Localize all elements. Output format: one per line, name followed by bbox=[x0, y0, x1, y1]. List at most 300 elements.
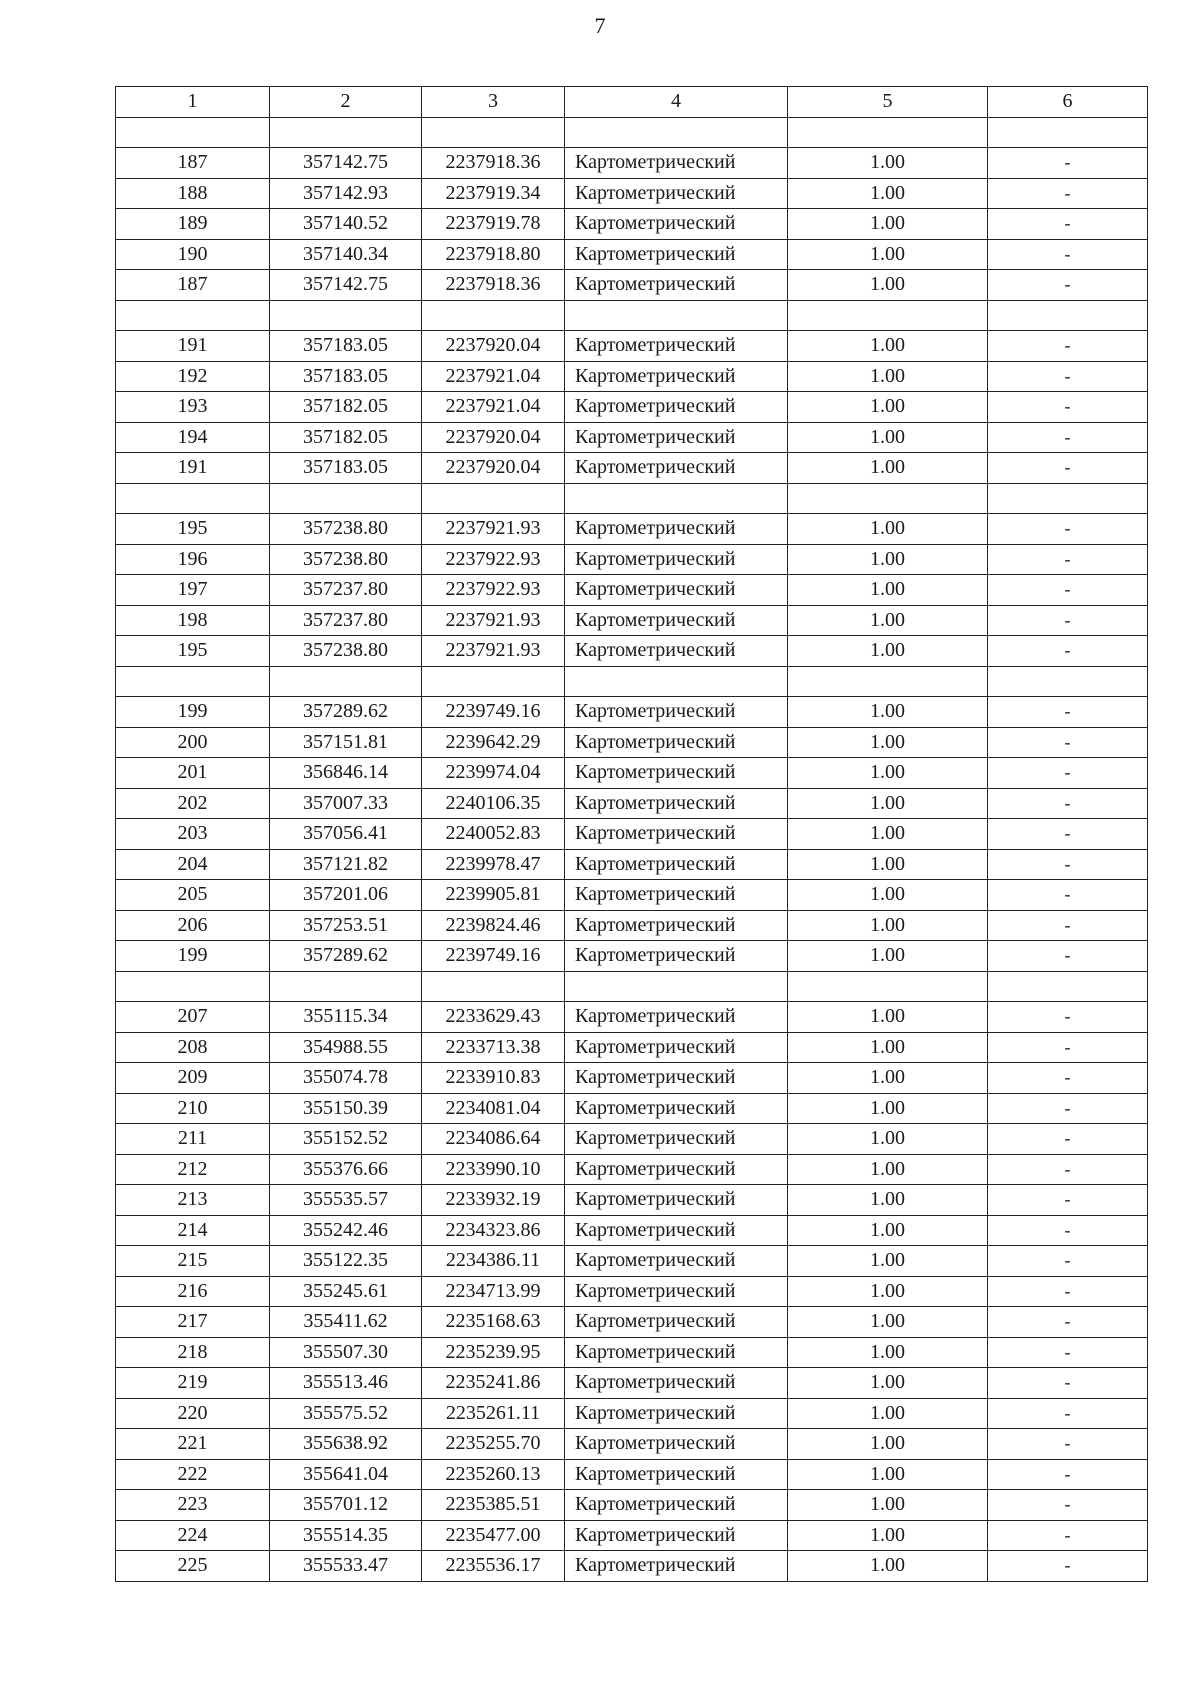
cell-note: - bbox=[988, 1063, 1148, 1094]
cell-x-coordinate: 355376.66 bbox=[270, 1154, 422, 1185]
cell-note: - bbox=[988, 1490, 1148, 1521]
cell-note bbox=[988, 483, 1148, 514]
cell-y-coordinate: 2237919.34 bbox=[422, 178, 565, 209]
cell-y-coordinate: 2237922.93 bbox=[422, 544, 565, 575]
cell-method: Картометрический bbox=[565, 544, 788, 575]
table-row bbox=[116, 758, 1148, 789]
cell-note: - bbox=[988, 361, 1148, 392]
cell-x-coordinate: 355122.35 bbox=[270, 1246, 422, 1277]
cell-method: Картометрический bbox=[565, 514, 788, 545]
cell-note bbox=[988, 666, 1148, 697]
cell-point-number: 197 bbox=[116, 575, 270, 606]
cell-accuracy: 1.00 bbox=[788, 1398, 988, 1429]
cell-x-coordinate: 355411.62 bbox=[270, 1307, 422, 1338]
table-row bbox=[116, 1063, 1148, 1094]
cell-y-coordinate: 2234323.86 bbox=[422, 1215, 565, 1246]
cell-accuracy: 1.00 bbox=[788, 819, 988, 850]
cell-note: - bbox=[988, 392, 1148, 423]
cell-point-number bbox=[116, 483, 270, 514]
table-row bbox=[116, 331, 1148, 362]
cell-accuracy: 1.00 bbox=[788, 636, 988, 667]
cell-method: Картометрический bbox=[565, 636, 788, 667]
cell-accuracy: 1.00 bbox=[788, 1551, 988, 1582]
cell-method: Картометрический bbox=[565, 361, 788, 392]
cell-note: - bbox=[988, 148, 1148, 179]
cell-method: Картометрический bbox=[565, 941, 788, 972]
cell-point-number: 218 bbox=[116, 1337, 270, 1368]
cell-note: - bbox=[988, 1002, 1148, 1033]
cell-note: - bbox=[988, 239, 1148, 270]
table-row bbox=[116, 514, 1148, 545]
table-row bbox=[116, 483, 1148, 514]
cell-point-number: 194 bbox=[116, 422, 270, 453]
cell-accuracy: 1.00 bbox=[788, 605, 988, 636]
table-row bbox=[116, 1490, 1148, 1521]
cell-x-coordinate bbox=[270, 666, 422, 697]
cell-note: - bbox=[988, 1215, 1148, 1246]
cell-point-number: 192 bbox=[116, 361, 270, 392]
cell-note: - bbox=[988, 1337, 1148, 1368]
cell-x-coordinate: 357142.75 bbox=[270, 270, 422, 301]
cell-point-number: 191 bbox=[116, 331, 270, 362]
cell-accuracy: 1.00 bbox=[788, 575, 988, 606]
cell-method: Картометрический bbox=[565, 1063, 788, 1094]
cell-accuracy: 1.00 bbox=[788, 1490, 988, 1521]
cell-method: Картометрический bbox=[565, 788, 788, 819]
cell-point-number: 204 bbox=[116, 849, 270, 880]
cell-note: - bbox=[988, 514, 1148, 545]
cell-point-number: 212 bbox=[116, 1154, 270, 1185]
cell-note: - bbox=[988, 788, 1148, 819]
table-row bbox=[116, 178, 1148, 209]
cell-point-number: 198 bbox=[116, 605, 270, 636]
cell-accuracy bbox=[788, 666, 988, 697]
cell-method: Картометрический bbox=[565, 1429, 788, 1460]
cell-y-coordinate bbox=[422, 666, 565, 697]
cell-note: - bbox=[988, 1246, 1148, 1277]
cell-method bbox=[565, 666, 788, 697]
header-col-1: 1 bbox=[116, 87, 270, 118]
cell-y-coordinate: 2239824.46 bbox=[422, 910, 565, 941]
table-row bbox=[116, 697, 1148, 728]
cell-x-coordinate: 355115.34 bbox=[270, 1002, 422, 1033]
cell-x-coordinate: 355701.12 bbox=[270, 1490, 422, 1521]
cell-method: Картометрический bbox=[565, 1246, 788, 1277]
cell-method: Картометрический bbox=[565, 1307, 788, 1338]
cell-method: Картометрический bbox=[565, 392, 788, 423]
cell-note: - bbox=[988, 910, 1148, 941]
cell-note: - bbox=[988, 941, 1148, 972]
table-row bbox=[116, 361, 1148, 392]
cell-x-coordinate bbox=[270, 117, 422, 148]
cell-y-coordinate: 2237920.04 bbox=[422, 422, 565, 453]
cell-point-number: 200 bbox=[116, 727, 270, 758]
cell-y-coordinate: 2240052.83 bbox=[422, 819, 565, 850]
cell-point-number: 217 bbox=[116, 1307, 270, 1338]
table-row bbox=[116, 1337, 1148, 1368]
cell-point-number bbox=[116, 117, 270, 148]
cell-x-coordinate: 357183.05 bbox=[270, 331, 422, 362]
cell-point-number: 207 bbox=[116, 1002, 270, 1033]
cell-y-coordinate: 2237921.93 bbox=[422, 605, 565, 636]
table-row bbox=[116, 453, 1148, 484]
cell-point-number: 195 bbox=[116, 636, 270, 667]
cell-accuracy: 1.00 bbox=[788, 1032, 988, 1063]
cell-method: Картометрический bbox=[565, 148, 788, 179]
cell-accuracy: 1.00 bbox=[788, 1276, 988, 1307]
cell-note: - bbox=[988, 1429, 1148, 1460]
table-row bbox=[116, 1215, 1148, 1246]
cell-note bbox=[988, 300, 1148, 331]
cell-accuracy: 1.00 bbox=[788, 1185, 988, 1216]
cell-y-coordinate: 2235261.11 bbox=[422, 1398, 565, 1429]
table-row bbox=[116, 209, 1148, 240]
cell-point-number: 190 bbox=[116, 239, 270, 270]
cell-method: Картометрический bbox=[565, 1032, 788, 1063]
cell-method: Картометрический bbox=[565, 178, 788, 209]
cell-accuracy: 1.00 bbox=[788, 178, 988, 209]
cell-note: - bbox=[988, 1276, 1148, 1307]
cell-x-coordinate: 357238.80 bbox=[270, 544, 422, 575]
cell-note: - bbox=[988, 270, 1148, 301]
cell-x-coordinate: 354988.55 bbox=[270, 1032, 422, 1063]
cell-point-number: 222 bbox=[116, 1459, 270, 1490]
cell-accuracy: 1.00 bbox=[788, 514, 988, 545]
cell-x-coordinate bbox=[270, 300, 422, 331]
cell-accuracy bbox=[788, 300, 988, 331]
cell-point-number: 187 bbox=[116, 148, 270, 179]
cell-accuracy: 1.00 bbox=[788, 1368, 988, 1399]
cell-x-coordinate: 355152.52 bbox=[270, 1124, 422, 1155]
cell-note: - bbox=[988, 758, 1148, 789]
cell-accuracy: 1.00 bbox=[788, 1063, 988, 1094]
cell-note: - bbox=[988, 209, 1148, 240]
cell-point-number: 191 bbox=[116, 453, 270, 484]
cell-note: - bbox=[988, 1093, 1148, 1124]
cell-accuracy: 1.00 bbox=[788, 422, 988, 453]
table-row bbox=[116, 1520, 1148, 1551]
cell-accuracy: 1.00 bbox=[788, 209, 988, 240]
cell-accuracy: 1.00 bbox=[788, 697, 988, 728]
cell-x-coordinate: 357183.05 bbox=[270, 453, 422, 484]
table-row bbox=[116, 819, 1148, 850]
cell-x-coordinate: 357140.34 bbox=[270, 239, 422, 270]
cell-accuracy: 1.00 bbox=[788, 270, 988, 301]
cell-y-coordinate: 2233910.83 bbox=[422, 1063, 565, 1094]
cell-x-coordinate: 355638.92 bbox=[270, 1429, 422, 1460]
cell-y-coordinate: 2234713.99 bbox=[422, 1276, 565, 1307]
cell-note: - bbox=[988, 1459, 1148, 1490]
cell-point-number: 205 bbox=[116, 880, 270, 911]
cell-accuracy: 1.00 bbox=[788, 544, 988, 575]
table-row bbox=[116, 392, 1148, 423]
table-row bbox=[116, 1398, 1148, 1429]
table-row bbox=[116, 270, 1148, 301]
cell-note: - bbox=[988, 1185, 1148, 1216]
cell-y-coordinate: 2237918.36 bbox=[422, 148, 565, 179]
cell-method: Картометрический bbox=[565, 331, 788, 362]
cell-y-coordinate: 2233713.38 bbox=[422, 1032, 565, 1063]
cell-accuracy: 1.00 bbox=[788, 1337, 988, 1368]
cell-y-coordinate: 2237921.04 bbox=[422, 392, 565, 423]
table-row bbox=[116, 544, 1148, 575]
cell-method: Картометрический bbox=[565, 575, 788, 606]
cell-accuracy: 1.00 bbox=[788, 1459, 988, 1490]
cell-accuracy: 1.00 bbox=[788, 1520, 988, 1551]
cell-point-number: 201 bbox=[116, 758, 270, 789]
cell-note: - bbox=[988, 819, 1148, 850]
cell-y-coordinate: 2233990.10 bbox=[422, 1154, 565, 1185]
cell-method: Картометрический bbox=[565, 209, 788, 240]
cell-y-coordinate: 2235239.95 bbox=[422, 1337, 565, 1368]
cell-x-coordinate: 356846.14 bbox=[270, 758, 422, 789]
cell-point-number: 225 bbox=[116, 1551, 270, 1582]
cell-y-coordinate: 2239974.04 bbox=[422, 758, 565, 789]
cell-accuracy: 1.00 bbox=[788, 1307, 988, 1338]
cell-point-number bbox=[116, 666, 270, 697]
cell-note: - bbox=[988, 1520, 1148, 1551]
table-row bbox=[116, 1032, 1148, 1063]
cell-y-coordinate: 2237920.04 bbox=[422, 453, 565, 484]
cell-y-coordinate: 2237918.36 bbox=[422, 270, 565, 301]
cell-x-coordinate: 357289.62 bbox=[270, 697, 422, 728]
table-row bbox=[116, 605, 1148, 636]
cell-y-coordinate: 2235477.00 bbox=[422, 1520, 565, 1551]
cell-method bbox=[565, 117, 788, 148]
cell-y-coordinate: 2235168.63 bbox=[422, 1307, 565, 1338]
cell-note: - bbox=[988, 575, 1148, 606]
cell-accuracy: 1.00 bbox=[788, 1093, 988, 1124]
cell-accuracy bbox=[788, 971, 988, 1002]
table-row bbox=[116, 941, 1148, 972]
table-row bbox=[116, 788, 1148, 819]
cell-point-number: 219 bbox=[116, 1368, 270, 1399]
header-col-2: 2 bbox=[270, 87, 422, 118]
cell-accuracy: 1.00 bbox=[788, 239, 988, 270]
cell-point-number bbox=[116, 971, 270, 1002]
cell-method bbox=[565, 483, 788, 514]
cell-y-coordinate bbox=[422, 300, 565, 331]
cell-x-coordinate: 357182.05 bbox=[270, 392, 422, 423]
cell-method: Картометрический bbox=[565, 239, 788, 270]
table-row bbox=[116, 727, 1148, 758]
cell-accuracy: 1.00 bbox=[788, 148, 988, 179]
cell-x-coordinate: 357183.05 bbox=[270, 361, 422, 392]
cell-point-number: 199 bbox=[116, 941, 270, 972]
table-row bbox=[116, 148, 1148, 179]
cell-note: - bbox=[988, 1551, 1148, 1582]
cell-y-coordinate: 2240106.35 bbox=[422, 788, 565, 819]
cell-method: Картометрический bbox=[565, 1093, 788, 1124]
cell-y-coordinate: 2237921.93 bbox=[422, 514, 565, 545]
cell-accuracy: 1.00 bbox=[788, 758, 988, 789]
cell-y-coordinate: 2235260.13 bbox=[422, 1459, 565, 1490]
cell-x-coordinate: 357182.05 bbox=[270, 422, 422, 453]
cell-method: Картометрический bbox=[565, 910, 788, 941]
page-number: 7 bbox=[594, 13, 606, 38]
cell-note: - bbox=[988, 544, 1148, 575]
cell-point-number: 189 bbox=[116, 209, 270, 240]
cell-y-coordinate: 2239749.16 bbox=[422, 941, 565, 972]
cell-x-coordinate: 357237.80 bbox=[270, 605, 422, 636]
cell-x-coordinate: 355150.39 bbox=[270, 1093, 422, 1124]
cell-y-coordinate: 2235536.17 bbox=[422, 1551, 565, 1582]
table-row bbox=[116, 300, 1148, 331]
cell-note bbox=[988, 971, 1148, 1002]
cell-point-number bbox=[116, 300, 270, 331]
cell-x-coordinate bbox=[270, 483, 422, 514]
cell-x-coordinate: 357238.80 bbox=[270, 636, 422, 667]
cell-x-coordinate: 357253.51 bbox=[270, 910, 422, 941]
cell-method: Картометрический bbox=[565, 880, 788, 911]
cell-x-coordinate: 357142.93 bbox=[270, 178, 422, 209]
cell-point-number: 211 bbox=[116, 1124, 270, 1155]
cell-point-number: 206 bbox=[116, 910, 270, 941]
cell-method: Картометрический bbox=[565, 1398, 788, 1429]
cell-note: - bbox=[988, 880, 1148, 911]
cell-method: Картометрический bbox=[565, 1215, 788, 1246]
cell-y-coordinate: 2235241.86 bbox=[422, 1368, 565, 1399]
cell-method: Картометрический bbox=[565, 1337, 788, 1368]
header-col-5: 5 bbox=[788, 87, 988, 118]
cell-point-number: 196 bbox=[116, 544, 270, 575]
cell-note: - bbox=[988, 1398, 1148, 1429]
table-row bbox=[116, 636, 1148, 667]
cell-point-number: 216 bbox=[116, 1276, 270, 1307]
cell-method: Картометрический bbox=[565, 758, 788, 789]
header-col-4: 4 bbox=[565, 87, 788, 118]
cell-point-number: 215 bbox=[116, 1246, 270, 1277]
cell-method bbox=[565, 971, 788, 1002]
cell-x-coordinate: 355507.30 bbox=[270, 1337, 422, 1368]
cell-point-number: 203 bbox=[116, 819, 270, 850]
cell-method: Картометрический bbox=[565, 605, 788, 636]
cell-method: Картометрический bbox=[565, 1185, 788, 1216]
cell-point-number: 220 bbox=[116, 1398, 270, 1429]
cell-point-number: 199 bbox=[116, 697, 270, 728]
table-row bbox=[116, 666, 1148, 697]
header-col-3: 3 bbox=[422, 87, 565, 118]
table-row bbox=[116, 1002, 1148, 1033]
cell-y-coordinate: 2233932.19 bbox=[422, 1185, 565, 1216]
cell-method: Картометрический bbox=[565, 1490, 788, 1521]
cell-y-coordinate: 2234086.64 bbox=[422, 1124, 565, 1155]
cell-x-coordinate: 357142.75 bbox=[270, 148, 422, 179]
cell-accuracy: 1.00 bbox=[788, 1124, 988, 1155]
cell-point-number: 187 bbox=[116, 270, 270, 301]
cell-method: Картометрический bbox=[565, 1276, 788, 1307]
cell-y-coordinate: 2234386.11 bbox=[422, 1246, 565, 1277]
cell-y-coordinate: 2237921.93 bbox=[422, 636, 565, 667]
table-row bbox=[116, 971, 1148, 1002]
header-col-6: 6 bbox=[988, 87, 1148, 118]
cell-method: Картометрический bbox=[565, 697, 788, 728]
cell-y-coordinate: 2235385.51 bbox=[422, 1490, 565, 1521]
table-row bbox=[116, 1459, 1148, 1490]
cell-accuracy: 1.00 bbox=[788, 331, 988, 362]
cell-accuracy: 1.00 bbox=[788, 361, 988, 392]
table-row bbox=[116, 1368, 1148, 1399]
cell-accuracy bbox=[788, 117, 988, 148]
table-row bbox=[116, 117, 1148, 148]
cell-method: Картометрический bbox=[565, 1154, 788, 1185]
table-row bbox=[116, 1185, 1148, 1216]
cell-note: - bbox=[988, 1032, 1148, 1063]
cell-x-coordinate bbox=[270, 971, 422, 1002]
cell-note: - bbox=[988, 1368, 1148, 1399]
cell-x-coordinate: 357238.80 bbox=[270, 514, 422, 545]
table-row bbox=[116, 1307, 1148, 1338]
cell-method: Картометрический bbox=[565, 1551, 788, 1582]
cell-point-number: 223 bbox=[116, 1490, 270, 1521]
cell-accuracy: 1.00 bbox=[788, 788, 988, 819]
cell-method: Картометрический bbox=[565, 453, 788, 484]
cell-y-coordinate: 2235255.70 bbox=[422, 1429, 565, 1460]
cell-note: - bbox=[988, 1307, 1148, 1338]
cell-note: - bbox=[988, 453, 1148, 484]
table-body bbox=[116, 117, 1148, 1581]
cell-method: Картометрический bbox=[565, 270, 788, 301]
cell-accuracy: 1.00 bbox=[788, 849, 988, 880]
cell-x-coordinate: 357121.82 bbox=[270, 849, 422, 880]
cell-method: Картометрический bbox=[565, 849, 788, 880]
table-row bbox=[116, 575, 1148, 606]
cell-y-coordinate: 2239978.47 bbox=[422, 849, 565, 880]
cell-x-coordinate: 355074.78 bbox=[270, 1063, 422, 1094]
cell-y-coordinate: 2239642.29 bbox=[422, 727, 565, 758]
cell-x-coordinate: 355242.46 bbox=[270, 1215, 422, 1246]
cell-x-coordinate: 355513.46 bbox=[270, 1368, 422, 1399]
cell-x-coordinate: 355245.61 bbox=[270, 1276, 422, 1307]
cell-method: Картометрический bbox=[565, 1124, 788, 1155]
cell-method: Картометрический bbox=[565, 1459, 788, 1490]
cell-method: Картометрический bbox=[565, 1002, 788, 1033]
table-row bbox=[116, 1154, 1148, 1185]
table-row bbox=[116, 1124, 1148, 1155]
cell-accuracy: 1.00 bbox=[788, 1246, 988, 1277]
cell-y-coordinate: 2239749.16 bbox=[422, 697, 565, 728]
cell-method bbox=[565, 300, 788, 331]
cell-accuracy: 1.00 bbox=[788, 941, 988, 972]
cell-note: - bbox=[988, 697, 1148, 728]
cell-method: Картометрический bbox=[565, 727, 788, 758]
cell-note: - bbox=[988, 178, 1148, 209]
table-row bbox=[116, 1429, 1148, 1460]
cell-point-number: 208 bbox=[116, 1032, 270, 1063]
cell-method: Картометрический bbox=[565, 819, 788, 850]
cell-x-coordinate: 355575.52 bbox=[270, 1398, 422, 1429]
cell-accuracy: 1.00 bbox=[788, 1002, 988, 1033]
table-row bbox=[116, 239, 1148, 270]
cell-accuracy: 1.00 bbox=[788, 1154, 988, 1185]
cell-accuracy bbox=[788, 483, 988, 514]
table-row bbox=[116, 1276, 1148, 1307]
cell-accuracy: 1.00 bbox=[788, 880, 988, 911]
cell-point-number: 195 bbox=[116, 514, 270, 545]
cell-x-coordinate: 355535.57 bbox=[270, 1185, 422, 1216]
cell-note: - bbox=[988, 605, 1148, 636]
cell-y-coordinate bbox=[422, 971, 565, 1002]
cell-point-number: 193 bbox=[116, 392, 270, 423]
cell-accuracy: 1.00 bbox=[788, 1429, 988, 1460]
cell-accuracy: 1.00 bbox=[788, 453, 988, 484]
cell-note: - bbox=[988, 1124, 1148, 1155]
cell-x-coordinate: 355641.04 bbox=[270, 1459, 422, 1490]
cell-accuracy: 1.00 bbox=[788, 1215, 988, 1246]
cell-y-coordinate: 2237918.80 bbox=[422, 239, 565, 270]
cell-point-number: 214 bbox=[116, 1215, 270, 1246]
cell-note: - bbox=[988, 1154, 1148, 1185]
